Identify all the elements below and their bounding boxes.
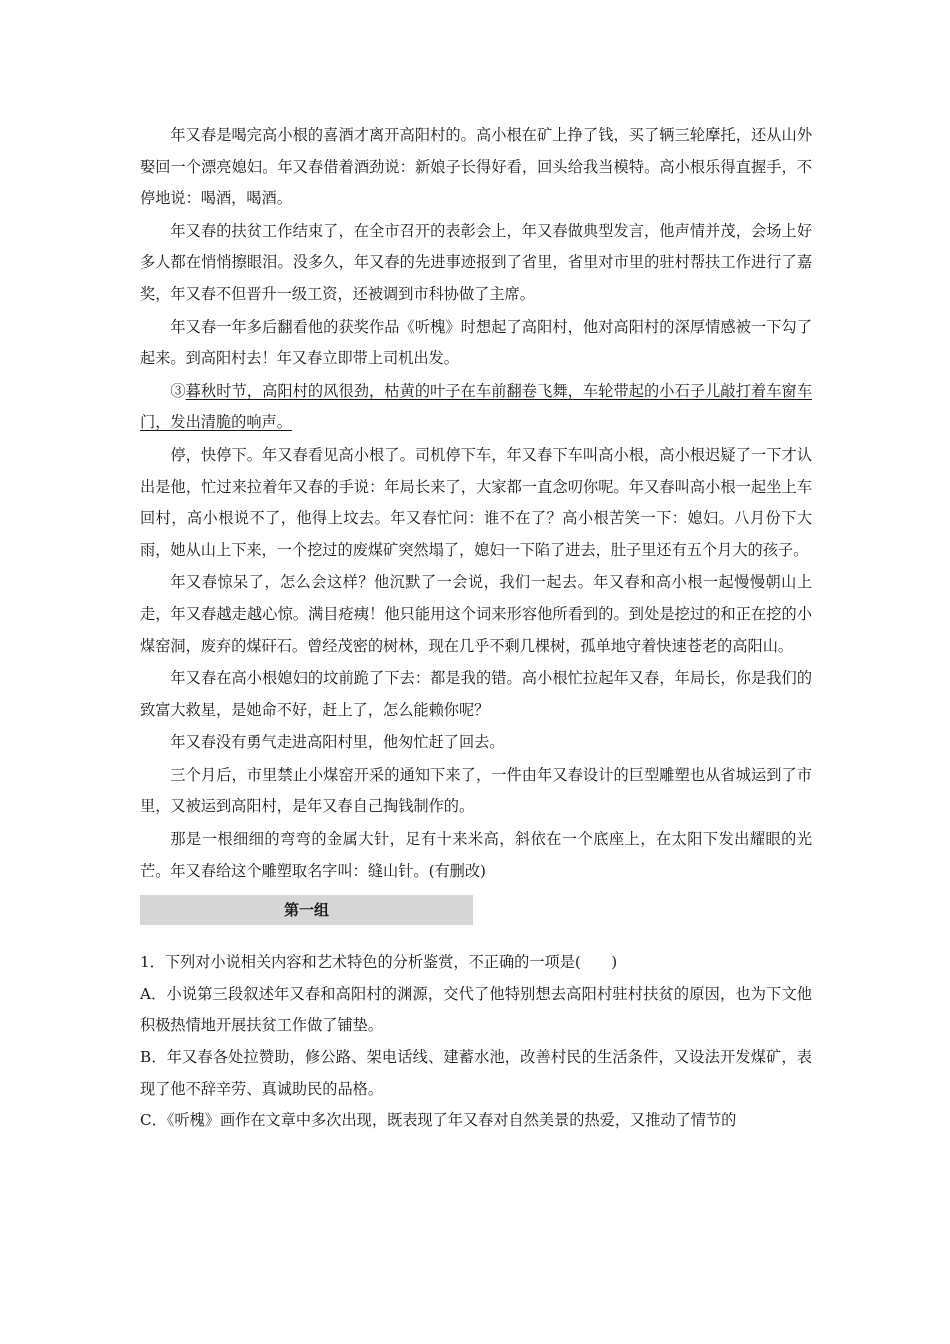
document-body xyxy=(140,120,812,1137)
story-paragraph-2: 年又春的扶贫工作结束了，在全市召开的表彰会上，年又春做典型发言，他声情并茂，会场上好多人都在悄悄擦眼泪。没多久，年又春的先进事迹报到了省里，省里对市里的驻村帮扶工作进行了嘉奖，年又春不但晋升一级工资，还被调到市科协做了主席。 xyxy=(140,221,812,303)
paragraph-marker: ③ xyxy=(170,381,186,400)
option-b: B．年又春各处拉赞助，修公路、架电话线、建蓄水池，改善村民的生活条件，又设法开发煤矿，表现了他不辞辛劳、真诚助民的品格。 xyxy=(140,1048,812,1098)
story-paragraph-marked xyxy=(140,376,812,439)
story-paragraph-9: 三个月后，市里禁止小煤窑开采的通知下来了，一件由年又春设计的巨型雕塑也从省城运到了市里，又被运到高阳村，是年又春自己掏钱制作的。 xyxy=(140,765,812,816)
story-paragraph-1: 年又春是喝完高小根的喜酒才离开高阳村的。高小根在矿上挣了钱，买了辆三轮摩托，还从山外娶回一个漂亮媳妇。年又春借着酒劲说：新娘子长得好看，回头给我当模特。高小根乐得直握手，不停地说：喝酒，喝酒。 xyxy=(140,126,812,208)
story-paragraph-10: 那是一根细细的弯弯的金属大针，足有十来米高，斜依在一个底座上，在太阳下发出耀眼的光芒。年又春给这个雕塑取名字叫：缝山针。(有删改) xyxy=(140,830,812,880)
option-c: C．《听槐》画作在文章中多次出现，既表现了年又春对自然美景的热爱，又推动了情节的 xyxy=(140,1111,737,1130)
option-a: A．小说第三段叙述年又春和高阳村的渊源，交代了他特别想去高阳村驻村扶贫的原因，也为下文他积极热情地开展扶贫工作做了铺垫。 xyxy=(140,984,812,1035)
story-paragraph-3: 年又春一年多后翻看他的获奖作品《听槐》时想起了高阳村，他对高阳村的深厚情感被一下勾了起来。到高阳村去！年又春立即带上司机出发。 xyxy=(140,317,812,368)
story-paragraph-5: 停，快停下。年又春看见高小根了。司机停下车，年又春下车叫高小根，高小根迟疑了一下才认出是他，忙过来拉着年又春的手说：年局长来了，大家都一直念叨你呢。年又春叫高小根一起坐上车回村，高小根说不了，他得上坟去。年又春忙问：谁不在了？高小根苦笑一下：媳妇。八月份下大雨，她从山上下来，一个挖过的废煤矿突然塌了，媳妇一下陷了进去，肚子里还有五个月大的孩子。 xyxy=(140,445,812,559)
story-paragraph-8: 年又春没有勇气走进高阳村里，他匆忙赶了回去。 xyxy=(170,733,505,752)
question-stem: 1．下列对小说相关内容和艺术特色的分析鉴赏，不正确的一项是( ) xyxy=(140,953,618,972)
story-paragraph-7: 年又春在高小根媳妇的坟前跪了下去：都是我的错。高小根忙拉起年又春，年局长，你是我们的致富大救星，是她命不好，赶上了，怎么能赖你呢？ xyxy=(140,669,812,719)
story-paragraph-6: 年又春惊呆了，怎么会这样？他沉默了一会说，我们一起去。年又春和高小根一起慢慢朝山上走，年又春越走越心惊。满目疮痍！他只能用这个词来形容他所看到的。到处是挖过的和正在挖的小煤窑洞，废弃的煤矸石。曾经茂密的树林，现在几乎不剩几棵树，孤单地守着快速苍老的高阳山。 xyxy=(140,573,812,655)
question-block xyxy=(140,947,812,1137)
section-title-bar: 第一组 xyxy=(140,895,473,925)
underlined-sentence: 暮秋时节，高阳村的风很劲，枯黄的叶子在车前翻卷飞舞，车轮带起的小石子儿敲打着车窗车门，发出清脆的响声。 xyxy=(140,381,813,432)
